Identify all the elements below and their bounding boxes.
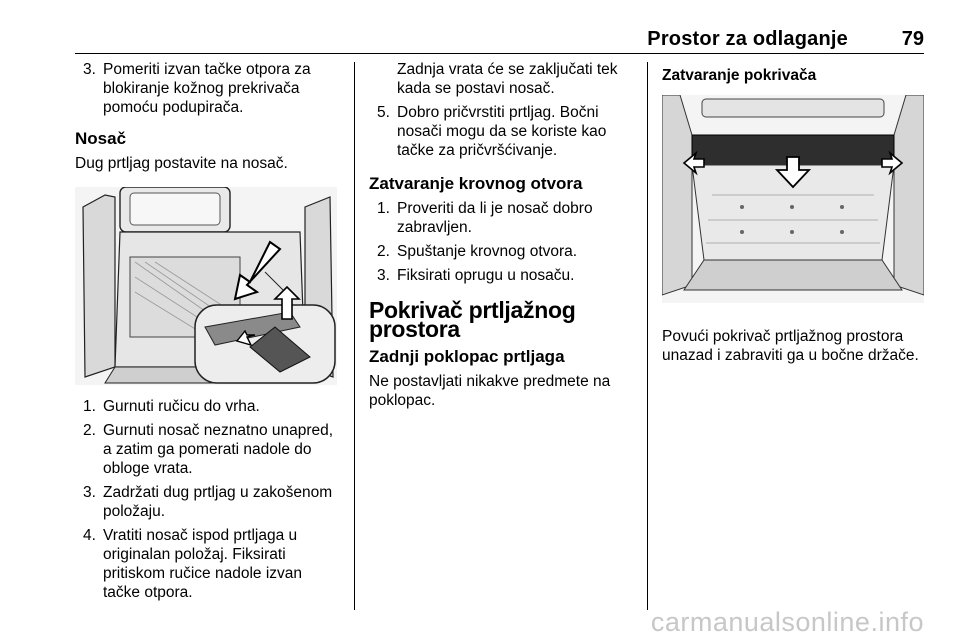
- list-item: [75, 60, 343, 117]
- top-list: [75, 60, 343, 117]
- cover-close-title: Zatvaranje pokrivača: [662, 67, 817, 84]
- list-item: [369, 199, 639, 237]
- list-text: Spuštanje krovnog otvora.: [397, 243, 578, 260]
- list-text: Vratiti nosač ispod prtljaga u originalan položaj. Fiksirati pritiskom ručice nadole izvan tačke otpora.: [103, 527, 303, 601]
- column-3: [662, 60, 924, 365]
- column-divider-1: [354, 62, 355, 610]
- list-text: Zadržati dug prtljag u zakošenom položaju.: [103, 484, 333, 520]
- list-number: 3.: [377, 267, 390, 284]
- list-item: [75, 526, 343, 602]
- list-number: 3.: [83, 61, 96, 78]
- cover-illustration-graphic: [662, 95, 924, 303]
- list-text: Dobro pričvrstiti prtljag. Bočni nosači mogu da se koriste kao tačke za pričvršćivanje.: [397, 104, 607, 159]
- illustration-carrier: [75, 187, 337, 385]
- list-number: 4.: [83, 527, 96, 544]
- carrier-steps: [75, 397, 343, 602]
- page-number: 79: [901, 28, 924, 50]
- illustration-cover: [662, 95, 924, 303]
- subsection-text: Ne postavljati nikakve predmete na poklopac.: [369, 373, 611, 409]
- list-item: [369, 103, 639, 160]
- list-item: [369, 242, 639, 261]
- list-text: Pomeriti izvan tačke otpora za blokiranje kožnog prekrivača pomoću podupirača.: [103, 61, 311, 116]
- list-text: Gurnuti nosač neznatno unapred, a zatim ga pomerati nadole do obloge vrata.: [103, 422, 334, 477]
- list-item: [75, 397, 343, 416]
- column-divider-2: [647, 62, 648, 610]
- roof-steps: [369, 199, 639, 285]
- carrier-illustration-graphic: [75, 187, 337, 385]
- section-title-nosac: Nosač: [75, 129, 127, 148]
- list-item: [75, 483, 343, 521]
- header-title: Prostor za odlaganje: [647, 28, 848, 50]
- list-number: 1.: [83, 398, 96, 415]
- step5-list: [369, 103, 639, 160]
- list-number: 2.: [377, 243, 390, 260]
- list-number: 3.: [83, 484, 96, 501]
- subsection-title: Zadnji poklopac prtljaga: [369, 347, 565, 366]
- main-section-title: Pokrivač prtljažnog prostora: [369, 297, 576, 342]
- header-rule: [75, 53, 924, 54]
- intro-text: Dug prtljag postavite na nosač.: [75, 155, 288, 172]
- list-text: Proveriti da li je nosač dobro zabravljen.: [397, 200, 593, 236]
- column-1: [75, 60, 343, 607]
- list-item: [75, 421, 343, 478]
- list-number: 1.: [377, 200, 390, 217]
- list-text: Gurnuti ručicu do vrha.: [103, 398, 260, 415]
- column-2: [369, 60, 639, 410]
- list-number: 5.: [377, 104, 390, 121]
- list-item: [369, 266, 639, 285]
- list-number: 2.: [83, 422, 96, 439]
- continued-text: Zadnja vrata će se zaključati tek kada se postavi nosač.: [397, 61, 618, 97]
- watermark: carmanualsonline.info: [650, 607, 924, 637]
- cover-close-text: Povući pokrivač prtljažnog prostora unazad i zabraviti ga u bočne držače.: [662, 328, 919, 364]
- list-text: Fiksirati oprugu u nosaču.: [397, 267, 575, 284]
- section-title-roof: Zatvaranje krovnog otvora: [369, 174, 583, 193]
